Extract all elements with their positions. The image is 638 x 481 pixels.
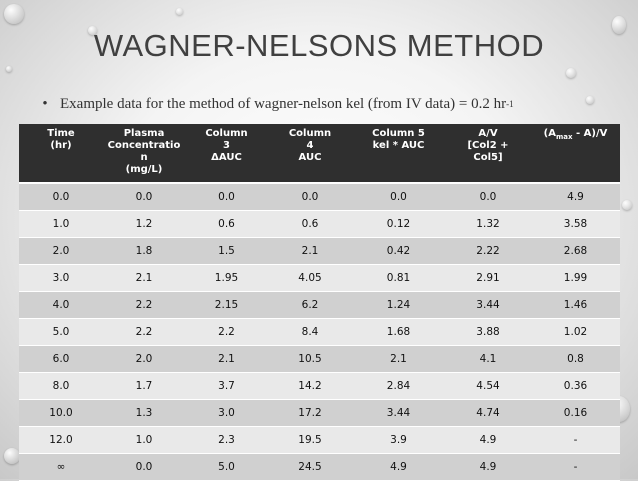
plasma-concentration-cell: 1.3 — [103, 400, 185, 427]
delta-auc-cell: 5.0 — [185, 454, 268, 481]
plasma-concentration-cell: 1.7 — [103, 373, 185, 400]
unit-superscript: -1 — [506, 99, 514, 109]
amax-minus-a-cell: 0.36 — [531, 373, 620, 400]
water-droplet-decoration — [566, 68, 576, 78]
wagner-nelson-data-table — [19, 124, 620, 481]
header-line: (mg/L) — [125, 164, 163, 175]
a-over-v-cell: 2.91 — [445, 265, 531, 292]
kel-auc-cell: 4.9 — [352, 454, 445, 481]
delta-auc-cell: 2.3 — [185, 427, 268, 454]
delta-auc-cell: 0.0 — [185, 183, 268, 211]
kel-auc-cell: 3.44 — [352, 400, 445, 427]
header-line: kel * AUC — [372, 140, 425, 151]
header-text: - A)/V — [572, 128, 608, 139]
water-droplet-decoration — [622, 200, 632, 210]
table-row — [19, 183, 620, 211]
time-cell: 6.0 — [19, 346, 103, 373]
plasma-concentration-cell: 1.8 — [103, 238, 185, 265]
table-row — [19, 292, 620, 319]
kel-auc-cell: 2.84 — [352, 373, 445, 400]
water-droplet-decoration — [4, 4, 24, 24]
water-droplet-decoration — [176, 8, 183, 15]
amax-minus-a-cell: 1.46 — [531, 292, 620, 319]
time-cell: 4.0 — [19, 292, 103, 319]
header-line: ΔAUC — [211, 152, 242, 163]
a-over-v-cell: 3.88 — [445, 319, 531, 346]
header-time — [19, 124, 103, 183]
header-line: 4 — [306, 140, 314, 151]
header-line: Plasma — [123, 128, 165, 139]
time-cell: 2.0 — [19, 238, 103, 265]
table-row — [19, 373, 620, 400]
header-column-3 — [185, 124, 268, 183]
auc-cell: 0.0 — [268, 183, 352, 211]
table-row — [19, 211, 620, 238]
delta-auc-cell: 1.95 — [185, 265, 268, 292]
kel-auc-cell: 0.12 — [352, 211, 445, 238]
delta-auc-cell: 3.0 — [185, 400, 268, 427]
header-line: AUC — [298, 152, 322, 163]
header-line: Column 5 — [372, 128, 425, 139]
table-row — [19, 427, 620, 454]
header-line — [533, 128, 618, 143]
amax-minus-a-cell: - — [531, 427, 620, 454]
time-cell: 8.0 — [19, 373, 103, 400]
header-text: (A — [543, 128, 556, 139]
header-column-4 — [268, 124, 352, 183]
header-line: 3 — [223, 140, 230, 151]
a-over-v-cell: 4.1 — [445, 346, 531, 373]
amax-minus-a-cell: 3.58 — [531, 211, 620, 238]
auc-cell: 17.2 — [268, 400, 352, 427]
time-cell: 1.0 — [19, 211, 103, 238]
plasma-concentration-cell: 0.0 — [103, 454, 185, 481]
amax-minus-a-cell: - — [531, 454, 620, 481]
header-line: (hr) — [50, 140, 72, 151]
time-cell: 3.0 — [19, 265, 103, 292]
plasma-concentration-cell: 2.2 — [103, 292, 185, 319]
auc-cell: 0.6 — [268, 211, 352, 238]
table-row — [19, 319, 620, 346]
header-line: Time — [47, 128, 75, 139]
slide-title: WAGNER-NELSONS METHOD — [93, 28, 545, 63]
plasma-concentration-cell: 2.0 — [103, 346, 185, 373]
auc-cell: 2.1 — [268, 238, 352, 265]
plasma-concentration-cell: 2.1 — [103, 265, 185, 292]
kel-auc-cell: 0.42 — [352, 238, 445, 265]
bullet-text: Example data for the method of wagner-nelson kel (from IV data) = 0.2 hr — [60, 95, 507, 112]
time-cell: 12.0 — [19, 427, 103, 454]
auc-cell: 14.2 — [268, 373, 352, 400]
amax-minus-a-cell: 1.99 — [531, 265, 620, 292]
bullet-dot-icon: • — [42, 95, 48, 112]
auc-cell: 10.5 — [268, 346, 352, 373]
a-over-v-cell: 4.9 — [445, 454, 531, 481]
a-over-v-cell: 4.54 — [445, 373, 531, 400]
delta-auc-cell: 2.1 — [185, 346, 268, 373]
auc-cell: 4.05 — [268, 265, 352, 292]
kel-auc-cell: 1.68 — [352, 319, 445, 346]
table-row — [19, 238, 620, 265]
amax-minus-a-cell: 0.16 — [531, 400, 620, 427]
delta-auc-cell: 3.7 — [185, 373, 268, 400]
delta-auc-cell: 1.5 — [185, 238, 268, 265]
amax-minus-a-cell: 4.9 — [531, 183, 620, 211]
plasma-concentration-cell: 1.0 — [103, 427, 185, 454]
auc-cell: 24.5 — [268, 454, 352, 481]
time-cell: 10.0 — [19, 400, 103, 427]
kel-auc-cell: 1.24 — [352, 292, 445, 319]
header-plasma-concentration — [103, 124, 185, 183]
water-droplet-decoration — [4, 448, 20, 464]
delta-auc-cell: 0.6 — [185, 211, 268, 238]
table-row — [19, 454, 620, 481]
a-over-v-cell: 1.32 — [445, 211, 531, 238]
a-over-v-cell: 4.74 — [445, 400, 531, 427]
header-line: [Col2 + — [467, 140, 509, 151]
a-over-v-cell: 0.0 — [445, 183, 531, 211]
auc-cell: 8.4 — [268, 319, 352, 346]
header-column-5 — [352, 124, 445, 183]
header-amax-minus-a-over-v — [531, 124, 620, 183]
auc-cell: 19.5 — [268, 427, 352, 454]
table-row — [19, 265, 620, 292]
a-over-v-cell: 3.44 — [445, 292, 531, 319]
header-subscript: max — [555, 133, 573, 141]
kel-auc-cell: 0.81 — [352, 265, 445, 292]
a-over-v-cell: 2.22 — [445, 238, 531, 265]
plasma-concentration-cell: 1.2 — [103, 211, 185, 238]
kel-auc-cell: 3.9 — [352, 427, 445, 454]
kel-auc-cell: 0.0 — [352, 183, 445, 211]
table-row — [19, 400, 620, 427]
table-header-row — [19, 124, 620, 183]
bullet-point — [36, 93, 626, 115]
header-line: Column — [205, 128, 248, 139]
table-body — [19, 183, 620, 481]
amax-minus-a-cell: 0.8 — [531, 346, 620, 373]
amax-minus-a-cell: 1.02 — [531, 319, 620, 346]
header-a-over-v — [445, 124, 531, 183]
kel-auc-cell: 2.1 — [352, 346, 445, 373]
table-row — [19, 346, 620, 373]
delta-auc-cell: 2.15 — [185, 292, 268, 319]
a-over-v-cell: 4.9 — [445, 427, 531, 454]
plasma-concentration-cell: 0.0 — [103, 183, 185, 211]
time-cell: ∞ — [19, 454, 103, 481]
header-line: Col5] — [473, 152, 503, 163]
water-droplet-decoration — [6, 66, 12, 72]
amax-minus-a-cell: 2.68 — [531, 238, 620, 265]
header-line: n — [140, 152, 148, 163]
delta-auc-cell: 2.2 — [185, 319, 268, 346]
time-cell: 5.0 — [19, 319, 103, 346]
header-line: A/V — [478, 128, 498, 139]
header-line: Column — [288, 128, 332, 139]
auc-cell: 6.2 — [268, 292, 352, 319]
time-cell: 0.0 — [19, 183, 103, 211]
plasma-concentration-cell: 2.2 — [103, 319, 185, 346]
header-line: Concentratio — [107, 140, 181, 151]
